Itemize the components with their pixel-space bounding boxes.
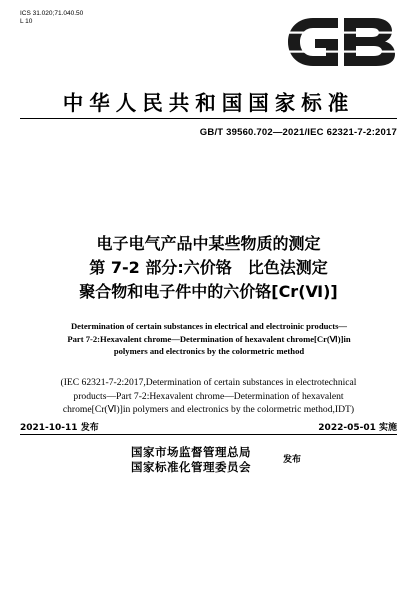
chinese-title-line: 电子电气产品中某些物质的测定	[96, 234, 321, 253]
chinese-title-line: 第 7-2 部分:六价铬 比色法测定	[89, 258, 328, 277]
english-title-line: Determination of certain substances in electrical and electroinic products—	[70, 321, 348, 331]
english-title-line: polymers and electronics by the colormetric method	[113, 346, 305, 356]
ics-code: ICS 31.020;71.040.50	[20, 10, 84, 17]
issuer-samr: 国家市场监督管理总局	[131, 445, 251, 459]
equivalence-note-line: chrome[Cr(Ⅵ)]in polymers and electronics by the colormetric method,IDT)	[62, 404, 355, 415]
english-title	[28, 320, 390, 358]
issue-date: 2021-10-11 发布	[20, 423, 99, 433]
equivalence-note-line: products—Part 7-2:Hexavalent chrome—Determination of hexavalent	[73, 390, 344, 402]
english-title-line: Part 7-2:Hexavalent chrome—Determination of hexavalent chrome[Cr(Ⅵ)]in	[67, 333, 351, 344]
top-divider	[20, 118, 397, 119]
standard-number: GB/T 39560.702—2021/IEC 62321-7-2:2017	[199, 127, 397, 138]
equivalence-note	[18, 376, 399, 417]
issuer-sac: 国家标准化管理委员会	[131, 460, 251, 474]
bottom-divider	[20, 434, 397, 435]
ccs-code: L 10	[20, 18, 33, 25]
publish-label: 发布	[283, 455, 302, 465]
issuing-authorities	[131, 445, 251, 475]
standard-name: 中华人民共和国国家标准	[62, 91, 355, 115]
chinese-title	[0, 232, 417, 304]
implementation-date: 2022-05-01 实施	[318, 423, 397, 433]
classification-codes	[20, 10, 83, 26]
chinese-title-line: 聚合物和电子件中的六价铬[Cr(Ⅵ)]	[79, 282, 338, 301]
equivalence-note-line: (IEC 62321-7-2:2017,Determination of certain substances in electrotechnical	[60, 377, 357, 388]
gb-logo	[286, 16, 398, 68]
